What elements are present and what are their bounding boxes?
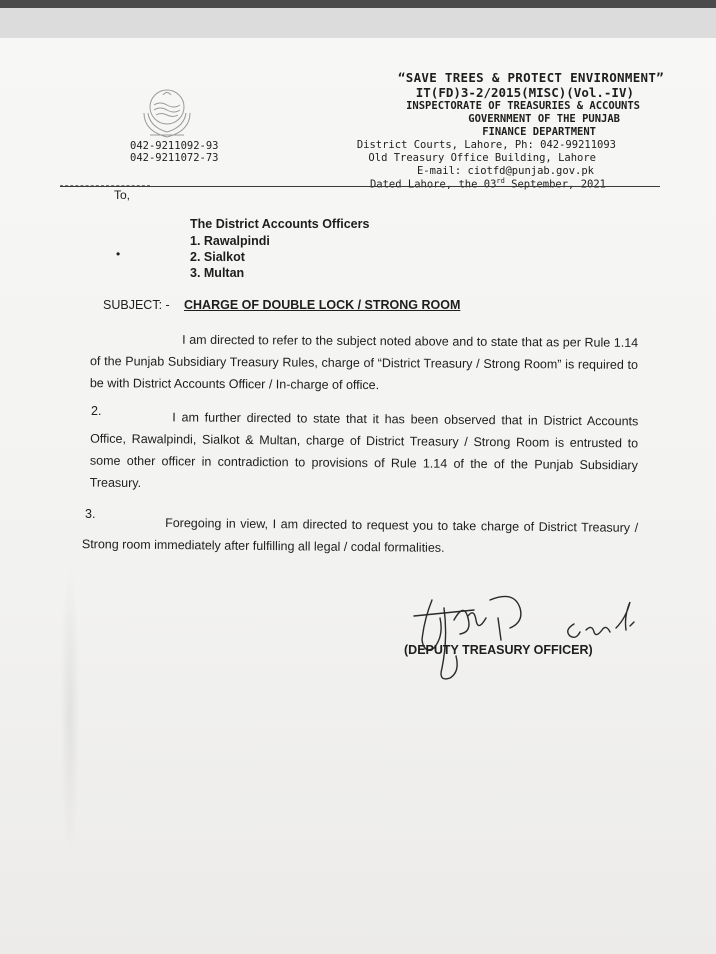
subject-label: SUBJECT: -	[103, 298, 170, 312]
punjab-emblem-icon	[136, 83, 198, 143]
paragraph-2-number: 2.	[91, 404, 102, 418]
department-name: FINANCE DEPARTMENT	[482, 126, 596, 138]
recipient-city: 2. Sialkot	[190, 250, 245, 264]
date-suffix: September, 2021	[504, 178, 606, 191]
address-line-1: District Courts, Lahore, Ph: 042-99211093	[356, 139, 616, 151]
stray-mark: •	[116, 247, 121, 261]
paragraph-1-text: I am directed to refer to the subject noted above and to state that as per Rule 1.14 of the Punjab Subsidiary Treasury Rules, charge of “District Treasury / Strong Room” is required to be with District Accounts Officer / In-charge of office.	[89, 332, 639, 393]
paragraph-3-text: Foregoing in view, I am directed to request you to take charge of District Treasury / Strong room immediately after fulfilling all legal / codal formalities.	[81, 515, 639, 555]
to-label: To,	[114, 188, 131, 202]
paragraph-3	[82, 511, 638, 561]
paragraph-1	[90, 328, 638, 398]
slogan: “SAVE TREES & PROTECT ENVIRONMENT”	[397, 70, 664, 85]
subject-text: CHARGE OF DOUBLE LOCK / STRONG ROOM	[184, 298, 461, 312]
signature-icon	[404, 580, 664, 690]
header-rule	[60, 186, 660, 187]
viewer-top-bar	[0, 0, 716, 8]
email-line: E-mail: ciotfd@punjab.gov.pk	[416, 165, 594, 177]
viewer-margin	[0, 8, 716, 38]
phone-2: 042-9211072-73	[130, 152, 219, 164]
reference-number: IT(FD)3-2/2015(MISC)(Vol.-IV)	[415, 85, 634, 100]
date-prefix: Dated Lahore, the 03	[369, 178, 497, 191]
page-shadow	[60, 560, 80, 860]
addressee: The District Accounts Officers	[190, 217, 370, 231]
signatory-designation: (DEPUTY TREASURY OFFICER)	[404, 643, 593, 657]
recipient-city: 3. Multan	[190, 266, 245, 280]
date-ordinal: rd	[496, 177, 505, 185]
date-line	[370, 177, 606, 191]
address-line-2: Old Treasury Office Building, Lahore	[368, 152, 596, 164]
office-name: INSPECTORATE OF TREASURIES & ACCOUNTS	[406, 100, 640, 112]
paragraph-2-text: I am further directed to state that it has been observed that in District Accounts Office, Rawalpindi, Sialkot & Multan, charge of District Treasury / Strong Room is entrusted to some other officer in contradiction to provisions of Rule 1.14 of the of the Punjab Subsidiary Treasury.	[89, 410, 639, 491]
phone-1: 042-9211092-93	[130, 140, 219, 152]
recipient-city: 1. Rawalpindi	[190, 234, 270, 248]
paragraph-2	[90, 406, 639, 499]
government-name: GOVERNMENT OF THE PUNJAB	[468, 113, 620, 125]
paragraph-3-number: 3.	[85, 507, 96, 521]
